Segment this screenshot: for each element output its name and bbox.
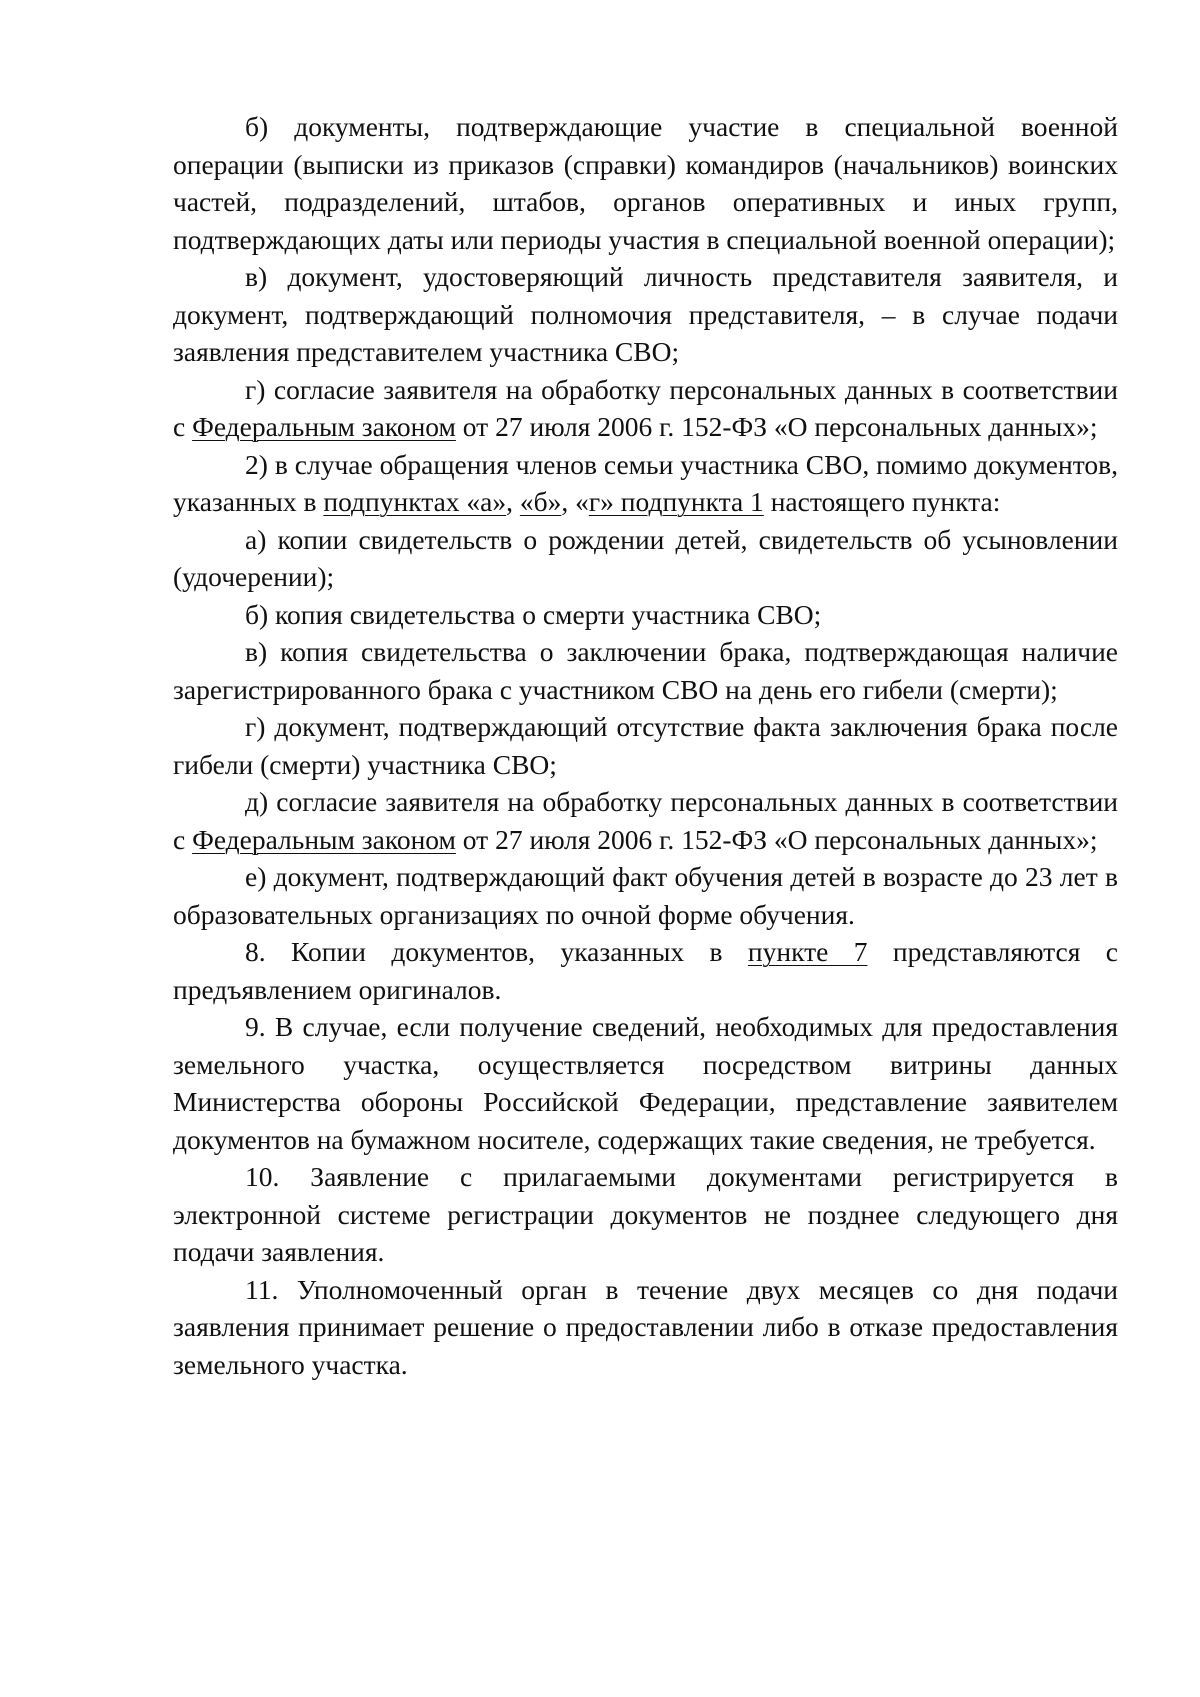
paragraph-text: е) документ, подтверждающий факт обучения детей в возрасте до 23 лет в образовательных организациях по очной форме обучения.: [173, 861, 1118, 930]
paragraph-text: 8. Копии документов, указанных в: [245, 936, 748, 967]
paragraph-g-personal-data-consent: [173, 371, 1118, 446]
paragraph-g-no-remarriage: [173, 708, 1118, 783]
paragraph-text: в) документ, удостоверяющий личность представителя заявителя, и документ, подтверждающий полномочия представителя, – в случае подачи заявления представителем участника СВО;: [173, 261, 1118, 367]
paragraph-text: а) копии свидетельств о рождении детей, свидетельств об усыновлении (удочерении);: [173, 523, 1118, 592]
paragraph-8-document-copies: [173, 933, 1118, 1008]
subparagraph-a-link[interactable]: подпунктах «а»: [323, 486, 507, 517]
paragraph-text: , «: [561, 486, 589, 517]
paragraph-text: ,: [506, 486, 520, 517]
paragraph-11-decision: [173, 1271, 1118, 1384]
paragraph-text: г) согласие заявителя на обработку персональных данных в соответствии с: [173, 373, 1118, 442]
paragraph-text: д) согласие заявителя на обработку персональных данных в соответствии с: [173, 786, 1118, 855]
paragraph-d-personal-data-consent: [173, 783, 1118, 858]
paragraph-text: 11. Уполномоченный орган в течение двух месяцев со дня подачи заявления принимает решение о предоставлении либо в отказе предоставления земельного участка.: [173, 1273, 1118, 1380]
paragraph-text: 2) в случае обращения членов семьи участника СВО, помимо документов, указанных в: [173, 448, 1118, 517]
paragraph-10-registration: [173, 1158, 1118, 1271]
federal-law-link[interactable]: Федеральным законом: [192, 411, 456, 442]
paragraph-text: 10. Заявление с прилагаемыми документами регистрируется в электронной системе регистрации документов не позднее следующего дня подачи заявления.: [173, 1161, 1118, 1267]
paragraph-text: б) документы, подтверждающие участие в специальной военной операции (выписки из приказов (справки) командиров (начальников) воинских частей, подразделений, штабов, органов оперативных и иных групп, подтверждающих даты или периоды участия в специальной военной операции);: [173, 111, 1118, 255]
document-page: [173, 108, 1118, 1383]
paragraph-e-education-document: [173, 858, 1118, 933]
point-7-link[interactable]: пункте 7: [747, 936, 868, 967]
paragraph-9-defense-ministry-data: [173, 1008, 1118, 1158]
paragraph-text: в) копия свидетельства о заключении брака, подтверждающая наличие зарегистрированного брака с участником СВО на день его гибели (смерти);: [173, 636, 1118, 705]
paragraph-text: представляются с предъявлением оригиналов.: [173, 936, 1118, 1005]
paragraph-text: от 27 июля 2006 г. 152-ФЗ «О персональных данных»;: [455, 823, 1098, 855]
paragraph-v-representative-documents: [173, 258, 1118, 371]
paragraph-text: настоящего пункта:: [763, 486, 1001, 517]
paragraph-a-birth-certificates: [173, 521, 1118, 596]
paragraph-text: г) документ, подтверждающий отсутствие факта заключения брака после гибели (смерти) участника СВО;: [173, 711, 1118, 780]
subparagraph-b-link[interactable]: «б»: [519, 486, 562, 517]
paragraph-v-marriage-certificate: [173, 633, 1118, 708]
federal-law-link[interactable]: Федеральным законом: [192, 823, 456, 855]
paragraph-text: б) копия свидетельства о смерти участника СВО;: [245, 598, 822, 630]
paragraph-text: от 27 июля 2006 г. 152-ФЗ «О персональных данных»;: [455, 411, 1098, 442]
paragraph-text: 9. В случае, если получение сведений, необходимых для предоставления земельного участка, осуществляется посредством витрины данных Министерства обороны Российской Федерации, представление заявителем документов на бумажном носителе, содержащих такие сведения, не требуется.: [173, 1011, 1118, 1155]
paragraph-b-participation-documents: [173, 108, 1118, 258]
paragraph-b-death-certificate: [173, 596, 1118, 634]
subparagraph-g-link[interactable]: г» подпункта 1: [588, 486, 764, 517]
paragraph-2-family-members: [173, 446, 1118, 521]
